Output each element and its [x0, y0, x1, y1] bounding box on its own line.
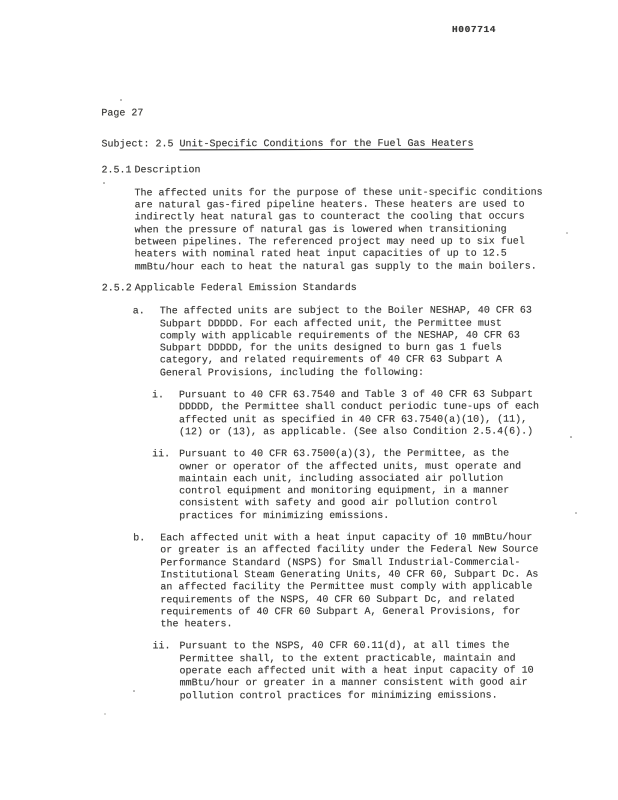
list-subitem-a-ii — [152, 449, 558, 524]
scan-speck — [575, 512, 577, 514]
scan-speck — [133, 690, 135, 692]
list-subitem-b-ii — [152, 641, 558, 703]
list-item-a — [133, 306, 558, 381]
scan-speck — [570, 436, 572, 438]
section-heading-description — [101, 164, 557, 177]
bates-number: H007714 — [452, 24, 497, 35]
list-item-text: Each affected unit with a heat input capacity of 10 mmBtu/hour or greater is an affected facility under the Federal New Source Performance Standard (NSPS) for Small Industrial-Commercial-Institutional Steam Generating Units, 40 CFR 60, Subpart Dc. As an affected facility the Permittee must comply with applicable requirements of the NSPS, 40 CFR 60 Subpart Dc, and related requirements of 40 CFR 60 Subpart A, General Provisions, for the heaters. — [160, 532, 539, 631]
list-item-text: Pursuant to 40 CFR 63.7500(a)(3), the Permittee, as the owner or operator of the affected units, must operate and maintain each unit, including associated air pollution control equipment and monitoring equipment, in a manner consistent with safety and good air pollution control practices for minimizing emissions. — [179, 448, 522, 523]
page-content — [101, 108, 558, 714]
section-heading-standards — [102, 282, 558, 295]
subject-line — [101, 139, 557, 152]
list-item-label: ii. — [152, 641, 171, 653]
scan-speck — [104, 713, 106, 715]
section-number: 2.5.2 — [101, 283, 132, 295]
scan-speck — [566, 232, 568, 234]
description-paragraph: The affected units for the purpose of these unit-specific conditions are natural gas-fired pipeline heaters. These heaters are used to indirectly heat natural gas to counteract the cooling that occurs when the pressure of natural gas is lowered when transitioning between pipelines. The referenced project may need up to six fuel heaters with nominal rated heat input capacities of up to 12.5 mmBtu/hour each to heat the natural gas supply to the main boilers. — [134, 187, 543, 274]
scan-speck — [103, 182, 105, 184]
list-item-text: Pursuant to the NSPS, 40 CFR 60.11(d), at all times the Permittee shall, to the extent practicable, maintain and operate each affected unit with a heat input capacity of 10 mmBtu/hour or greater in a manner consistent with good air pollution control practices for minimizing emissions. — [179, 641, 534, 702]
list-item-label: ii. — [152, 449, 171, 461]
list-item-text: The affected units are subject to the Boiler NESHAP, 40 CFR 63 Subpart DDDDD. For each affected unit, the Permittee must comply with applicable requirements of the NESHAP, 40 CFR 63 Subpart DDDDD, for the units designed to burn gas 1 fuels category, and related requirements of 40 CFR 63 Subpart A General Provisions, including the following: — [159, 305, 532, 380]
list-item-label: b. — [133, 533, 146, 545]
list-subitem-a-i — [152, 390, 558, 440]
list-item-label: a. — [132, 306, 145, 318]
list-item-label: i. — [151, 390, 164, 402]
section-number: 2.5.1 — [101, 165, 132, 177]
scan-speck — [120, 99, 122, 101]
subject-prefix: Subject: 2.5 — [101, 139, 174, 151]
list-item-b — [133, 533, 558, 632]
section-title: Applicable Federal Emission Standards — [134, 282, 357, 295]
list-item-text: Pursuant to 40 CFR 63.7540 and Table 3 of 40 CFR 63 Subpart DDDDD, the Permittee shall conduct periodic tune-ups of each affected unit as specified in 40 CFR 63.7540(a)(10), (11), (12) or (13), as applicable. (See also Condition 2.5.4(6).) — [178, 389, 540, 439]
section-title: Description — [134, 164, 201, 177]
page-number-label: Page 27 — [101, 108, 144, 120]
subject-title: Unit-Specific Conditions for the Fuel Gas Heaters — [179, 138, 474, 151]
